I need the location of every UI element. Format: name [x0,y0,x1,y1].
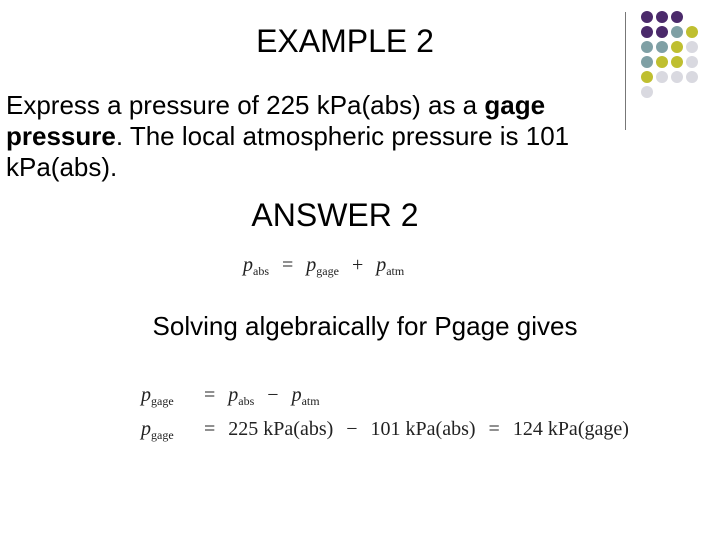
problem-text-start: Express a pressure of 225 kPa(abs) as a [6,90,485,120]
sub-atm: atm [301,394,320,408]
solution-row-numeric [141,414,629,448]
value-result: 124 kPa(gage) [512,418,629,440]
sub-gage: gage [151,394,174,408]
sub-gage: gage [316,264,339,278]
decorative-dot [671,71,683,83]
pressure-relation-equation [243,254,404,279]
solving-text: Solving algebraically for Pgage gives [152,311,578,341]
var-p: p [306,254,317,276]
var-p: p [228,384,239,406]
var-p: p [141,418,151,440]
problem-statement [6,90,616,183]
problem-text-end: . The local atmospheric pressure is 101 kPa(abs). [6,121,570,182]
equals-sign: = [204,418,216,440]
value-atmospheric: 101 kPa(abs) [370,418,476,440]
equals-sign: = [282,254,294,276]
sub-abs: abs [253,264,269,278]
var-p: p [291,384,302,406]
solution-equations [141,380,629,448]
value-absolute: 225 kPa(abs) [228,418,334,440]
sub-gage: gage [151,428,174,442]
equals-sign: = [488,418,500,440]
sub-abs: abs [238,394,255,408]
minus-sign: − [346,418,358,440]
equals-sign: = [204,384,216,406]
decorative-dot [686,71,698,83]
problem-bold-term: gage pressure [6,90,546,151]
decorative-dot [656,71,668,83]
decorative-dot [641,86,653,98]
sub-atm: atm [386,264,405,278]
plus-sign: + [351,254,364,276]
minus-sign: − [267,384,279,406]
var-p: p [243,254,253,276]
slide-title: EXAMPLE 2 [256,23,434,59]
solution-row-symbolic [141,380,629,414]
decorative-dot [641,71,653,83]
var-p: p [141,384,151,406]
var-p: p [376,254,387,276]
answer-heading: ANSWER 2 [251,197,419,233]
